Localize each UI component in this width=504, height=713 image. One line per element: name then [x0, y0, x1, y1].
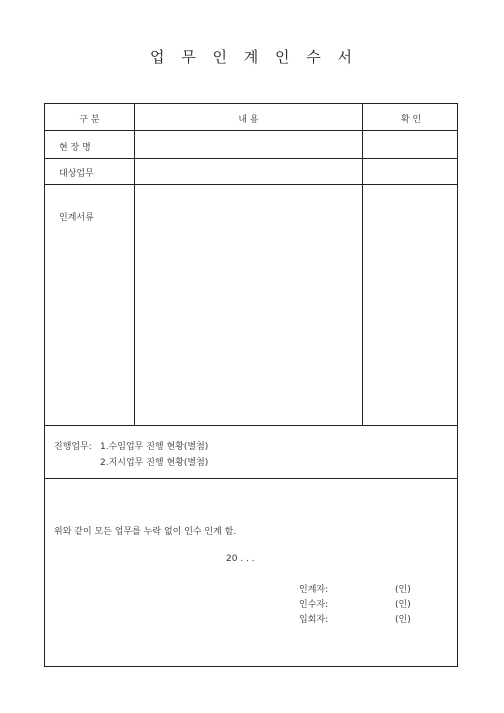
- signature-label-witness: 입회자:: [299, 615, 329, 625]
- row-label-site-name: 현 장 명: [59, 143, 91, 153]
- ongoing-item-2: 2.지시업무 진행 현황(별첨): [100, 458, 209, 468]
- row-divider: [45, 158, 457, 159]
- signature-label-receiver: 인수자:: [299, 600, 329, 610]
- row-divider: [45, 425, 457, 426]
- row-divider: [45, 184, 457, 185]
- row-divider: [45, 478, 457, 479]
- column-divider: [134, 104, 135, 425]
- row-label-target-work: 대상업무: [59, 169, 94, 179]
- ongoing-item-1: 1.수임업무 진행 현황(별첨): [100, 442, 209, 452]
- handover-table: [44, 103, 458, 667]
- header-category: 구 분: [79, 115, 100, 125]
- ongoing-label: 진행업무:: [54, 442, 92, 452]
- header-content: 내 용: [238, 115, 259, 125]
- row-label-handover-docs: 인계서류: [59, 213, 94, 223]
- seal-witness: (인): [395, 615, 411, 625]
- document-title: 업 무 인 계 인 수 서: [149, 48, 355, 66]
- seal-handover: (인): [395, 585, 411, 595]
- signature-label-handover: 인계자:: [299, 585, 329, 595]
- column-divider: [362, 104, 363, 425]
- row-divider: [45, 130, 457, 131]
- statement-text: 위와 같이 모든 업무를 누락 없이 인수 인계 함.: [54, 527, 237, 537]
- date-line: 20 . . .: [226, 554, 255, 564]
- seal-receiver: (인): [395, 600, 411, 610]
- header-confirm: 확 인: [400, 115, 422, 125]
